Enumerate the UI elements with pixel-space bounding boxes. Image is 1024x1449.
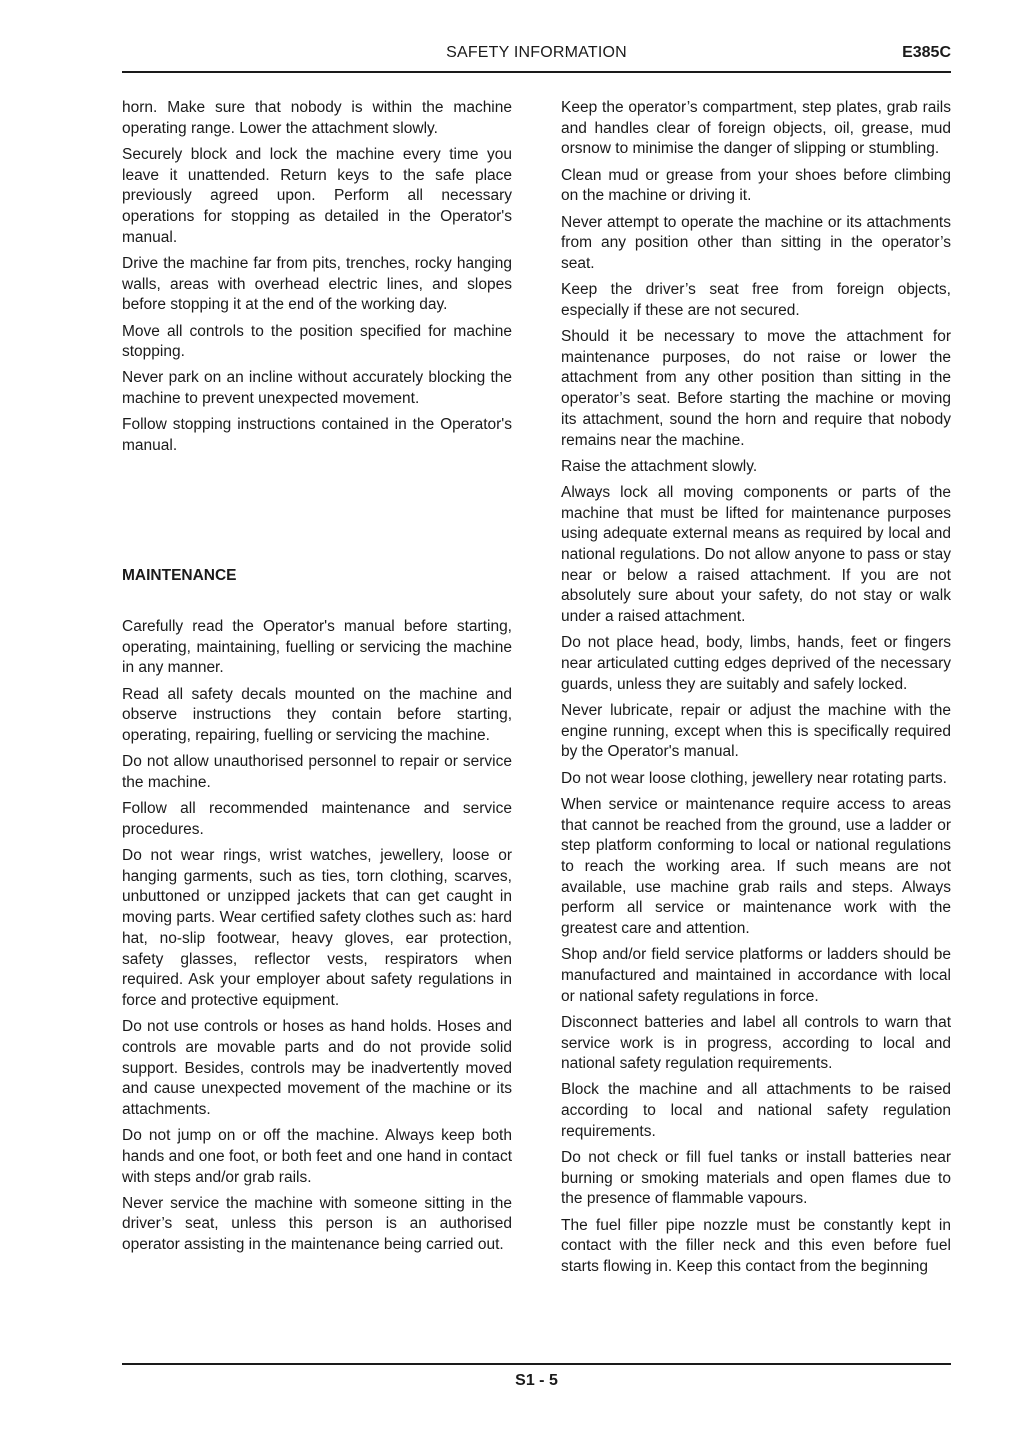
paragraph: Do not jump on or off the machine. Always keep both hands and one foot, or both feet and one hand in contact with steps and/or grab rails. bbox=[122, 1127, 512, 1186]
right-column bbox=[561, 98, 951, 1283]
paragraph: Do not check or fill fuel tanks or install batteries near burning or smoking materials and open flames due to the presence of flammable vapours. bbox=[561, 1149, 951, 1208]
spacer bbox=[122, 462, 512, 566]
paragraph: horn. Make sure that nobody is within the machine operating range. Lower the attachment slowly. bbox=[122, 99, 512, 137]
paragraph: Do not wear rings, wrist watches, jewellery, loose or hanging garments, such as ties, torn clothing, scarves, unbuttoned or unzipped jackets that can get caught in moving parts. Wear certified safety clothes such as: hard hat, no-slip footwear, heavy gloves, ear protection, safety glasses, reflector vests, respirators when required. Ask your employer about safety regulations in force and protective equipment. bbox=[122, 846, 512, 1009]
paragraph: Move all controls to the position specified for machine stopping. bbox=[122, 322, 512, 361]
paragraph: Disconnect batteries and label all controls to warn that service work is in progress, according to local and national safety regulation requirements. bbox=[561, 1013, 951, 1073]
paragraph: When service or maintenance require access to areas that cannot be reached from the ground, use a ladder or step platform conforming to local or national regulations to reach the working area. If such means are not available, use machine grab rails and steps. Always perform all service or maintenance work with the greatest care and attention. bbox=[561, 795, 951, 938]
spacer bbox=[122, 587, 512, 617]
paragraph: Keep the driver’s seat free from foreign objects, especially if these are not secured. bbox=[561, 281, 951, 319]
paragraph: Keep the operator’s compartment, step plates, grab rails and handles clear of foreign objects, oil, grease, mud orsnow to minimise the danger of slipping or stumbling. bbox=[561, 99, 951, 158]
paragraph: Securely block and lock the machine every time you leave it unattended. Return keys to the safe place previously agreed upon. Perform all necessary operations for stopping as detailed in the Operator's manual. bbox=[122, 145, 512, 246]
paragraph: Always lock all moving components or parts of the machine that must be lifted for maintenance purposes using adequate external means as required by local and national regulations. Do not allow anyone to pass or stay near or below a raised attachment. If you are not absolutely sure about your safety, do not stay or walk under a raised attachment. bbox=[561, 483, 951, 626]
paragraph: Do not use controls or hoses as hand holds. Hoses and controls are movable parts and do not provide solid support. Besides, controls may be inadvertently moved and cause unexpected movement of the machine or its attachments. bbox=[122, 1018, 512, 1118]
header-rule bbox=[122, 71, 951, 73]
paragraph: Never service the machine with someone sitting in the driver’s seat, unless this person is an authorised operator assisting in the maintenance being carried out. bbox=[122, 1194, 512, 1254]
paragraph: Drive the machine far from pits, trenches, rocky hanging walls, areas with overhead electric lines, and slopes before stopping it at the end of the working day. bbox=[122, 254, 512, 314]
paragraph: Never lubricate, repair or adjust the machine with the engine running, except when this is specifically required by the Operator's manual. bbox=[561, 701, 951, 761]
paragraph: Do not wear loose clothing, jewellery near rotating parts. bbox=[561, 769, 947, 787]
paragraph: Follow all recommended maintenance and service procedures. bbox=[122, 800, 512, 838]
paragraph: Should it be necessary to move the attachment for maintenance purposes, do not raise or lower the attachment from any other position than sitting in the operator’s seat. Before starting the machine or moving its attachment, sound the horn and require that nobody remains near the machine. bbox=[561, 328, 951, 449]
footer-rule bbox=[122, 1363, 951, 1365]
paragraph: Clean mud or grease from your shoes before climbing on the machine or driving it. bbox=[561, 166, 951, 205]
paragraph: Never park on an incline without accurately blocking the machine to prevent unexpected movement. bbox=[122, 369, 512, 408]
page-number: S1 - 5 bbox=[515, 1372, 558, 1389]
paragraph: Shop and/or field service platforms or ladders should be manufactured and maintained in accordance with local or national safety regulations in force. bbox=[561, 946, 951, 1005]
paragraph: Read all safety decals mounted on the machine and observe instructions they contain before starting, operating, repairing, fuelling or servicing the machine. bbox=[122, 685, 512, 744]
left-column bbox=[122, 98, 512, 1261]
paragraph: Do not allow unauthorised personnel to repair or service the machine. bbox=[122, 753, 512, 791]
paragraph: The fuel filler pipe nozzle must be constantly kept in contact with the filler neck and this even before fuel starts flowing in. Keep this contact from the beginning bbox=[561, 1216, 951, 1276]
paragraph: Raise the attachment slowly. bbox=[561, 457, 758, 475]
paragraph: Carefully read the Operator's manual before starting, operating, maintaining, fuelling or servicing the machine in any manner. bbox=[122, 617, 512, 677]
section-heading-maintenance: MAINTENANCE bbox=[122, 567, 237, 585]
paragraph: Never attempt to operate the machine or its attachments from any position other than sitting in the operator’s seat. bbox=[561, 213, 951, 272]
paragraph: Follow stopping instructions contained in the Operator's manual. bbox=[122, 416, 512, 455]
paragraph: Do not place head, body, limbs, hands, feet or fingers near articulated cutting edges deprived of the necessary guards, unless they are suitably and safely locked. bbox=[561, 634, 951, 693]
paragraph: Block the machine and all attachments to be raised according to local and national safety regulation requirements. bbox=[561, 1081, 951, 1140]
document-code: E385C bbox=[902, 44, 951, 61]
header-title: SAFETY INFORMATION bbox=[446, 44, 627, 61]
